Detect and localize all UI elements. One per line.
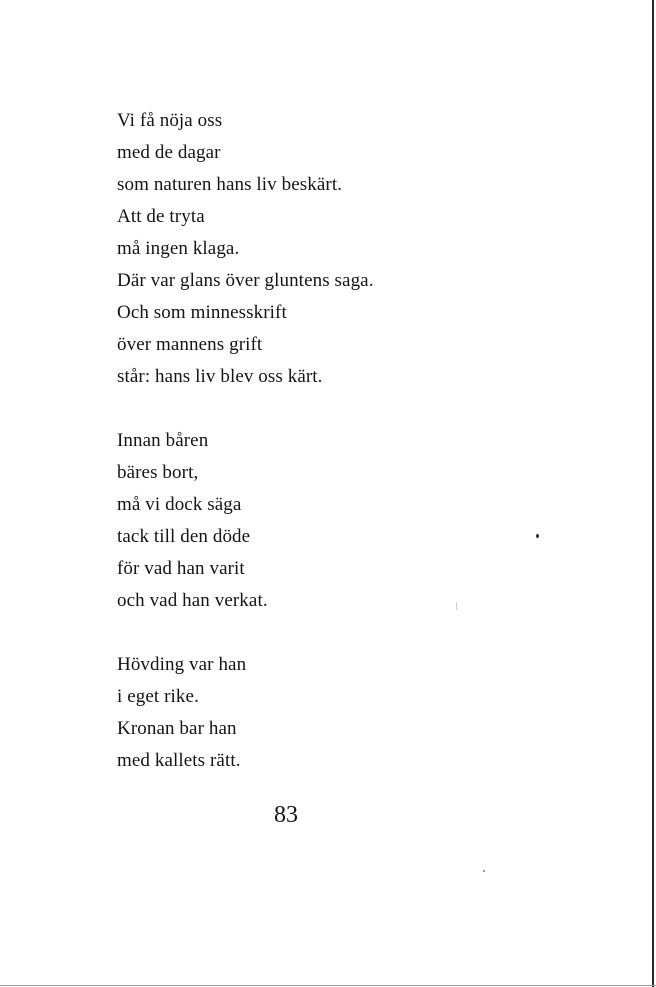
ink-speck — [483, 870, 485, 872]
poem-line: Innan båren — [117, 430, 209, 451]
poem-line: står: hans liv blev oss kärt. — [117, 366, 323, 387]
poem-line: bäres bort, — [117, 462, 199, 483]
poem-line: över mannens grift — [117, 334, 263, 355]
ink-speck — [536, 534, 539, 538]
page-number: 83 — [274, 802, 298, 828]
page-edge-bottom — [0, 985, 656, 986]
poem-line: Vi få nöja oss — [117, 110, 223, 131]
poem-line: för vad han varit — [117, 558, 245, 579]
poem-line: tack till den döde — [117, 526, 251, 547]
ink-speck — [456, 602, 457, 610]
poem-line: Och som minnesskrift — [117, 302, 287, 323]
poem-line: med kallets rätt. — [117, 750, 241, 771]
page-edge-right — [652, 0, 654, 987]
poem-stanza-2 — [117, 425, 268, 617]
poem-line: och vad han verkat. — [117, 590, 268, 611]
poem-line: som naturen hans liv beskärt. — [117, 174, 343, 195]
poem-line: i eget rike. — [117, 686, 199, 707]
poem-line: Hövding var han — [117, 654, 247, 675]
poem-line: må vi dock säga — [117, 494, 242, 515]
poem-line: Där var glans över gluntens saga. — [117, 270, 374, 291]
poem-line: Kronan bar han — [117, 718, 237, 739]
poem-stanza-3 — [117, 649, 246, 777]
poem-line: må ingen klaga. — [117, 238, 240, 259]
poem-stanza-1 — [117, 105, 374, 393]
poem-line: med de dagar — [117, 142, 221, 163]
poem-line: Att de tryta — [117, 206, 205, 227]
